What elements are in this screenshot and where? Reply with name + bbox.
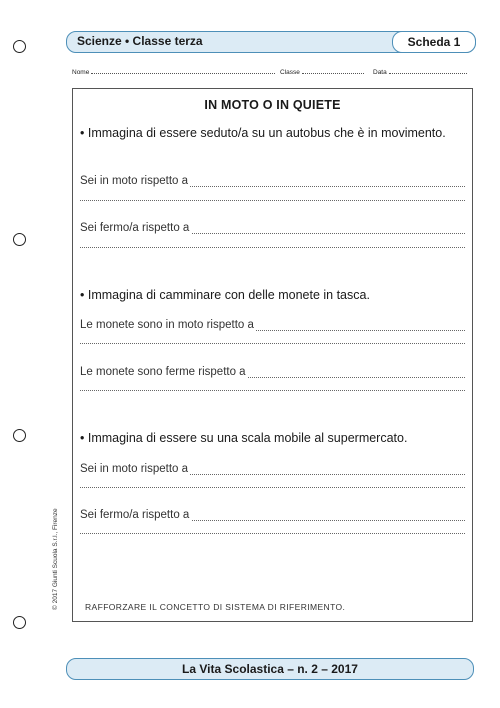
binder-hole: [13, 40, 26, 53]
answer-prompt: Sei in moto rispetto a: [80, 463, 189, 475]
objective-note: RAFFORZARE IL CONCETTO DI SISTEMA DI RIFERIMENTO.: [85, 602, 346, 612]
answer-prompt: Le monete sono in moto rispetto a: [80, 319, 254, 331]
answer-row[interactable]: [80, 509, 465, 523]
date-field[interactable]: [373, 67, 467, 76]
sheet-label: Scheda 1: [392, 31, 476, 53]
answer-line[interactable]: [80, 200, 465, 201]
answer-line[interactable]: [80, 343, 465, 344]
header-bar: [66, 31, 476, 53]
answer-row[interactable]: [80, 463, 465, 477]
exercise-title: IN MOTO O IN QUIETE: [204, 98, 341, 112]
class-field[interactable]: [280, 67, 364, 76]
answer-line[interactable]: [80, 247, 465, 248]
name-label: Nome: [72, 69, 90, 76]
answer-prompt: Sei fermo/a rispetto a: [80, 222, 190, 234]
answer-line[interactable]: [80, 390, 465, 391]
question-3: • Immagina di essere su una scala mobile al supermercato.: [80, 431, 408, 445]
answer-row[interactable]: [80, 319, 465, 333]
name-field[interactable]: [72, 67, 275, 76]
binder-hole: [13, 616, 26, 629]
question-2: • Immagina di camminare con delle monete in tasca.: [80, 288, 370, 302]
answer-row[interactable]: [80, 175, 465, 189]
binder-hole: [13, 233, 26, 246]
question-1: • Immagina di essere seduto/a su un autobus che è in movimento.: [80, 126, 446, 140]
exercise-box: [72, 88, 473, 622]
answer-prompt: Le monete sono ferme rispetto a: [80, 366, 246, 378]
answer-line[interactable]: [80, 533, 465, 534]
footer-bar: La Vita Scolastica – n. 2 – 2017: [66, 658, 474, 680]
answer-prompt: Sei in moto rispetto a: [80, 175, 189, 187]
copyright-text: © 2017 Giunti Scuola S.r.l., Firenze: [52, 508, 59, 610]
date-label: Data: [373, 69, 387, 76]
subject-label: Scienze • Classe terza: [77, 34, 203, 48]
binder-hole: [13, 429, 26, 442]
answer-line[interactable]: [80, 487, 465, 488]
answer-prompt: Sei fermo/a rispetto a: [80, 509, 190, 521]
answer-row[interactable]: [80, 222, 465, 236]
class-label: Classe: [280, 69, 300, 76]
answer-row[interactable]: [80, 366, 465, 380]
